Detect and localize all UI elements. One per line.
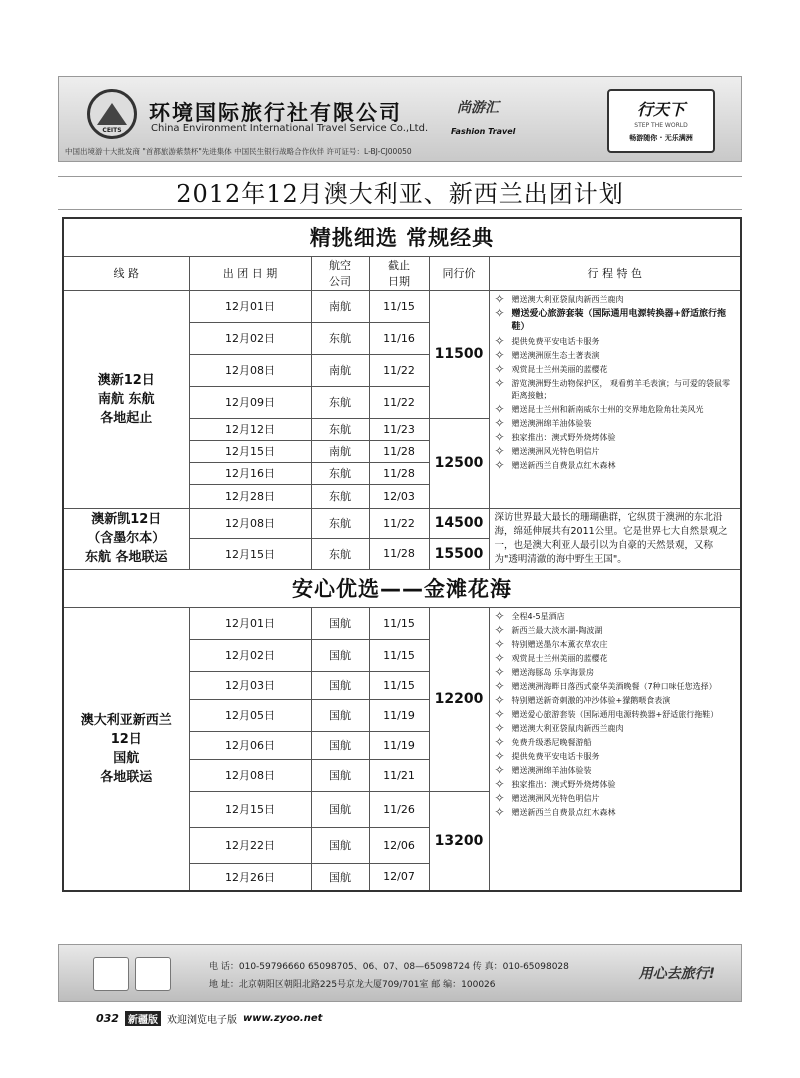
airline: 国航 (311, 607, 369, 639)
departure-date: 12月02日 (189, 639, 311, 671)
deadline: 11/21 (369, 759, 429, 791)
fashion-logo-cn: 尚游汇 (457, 100, 499, 116)
sparkle-icon: ✧ (494, 748, 505, 763)
airline: 东航 (311, 418, 369, 440)
price: 15500 (429, 539, 489, 570)
page-number: 032 (96, 1011, 119, 1025)
feature-item (494, 375, 737, 402)
page-title (58, 176, 742, 210)
site-link[interactable]: www.zyoo.net (242, 1012, 323, 1024)
airline: 东航 (311, 462, 369, 484)
sparkle-icon: ✧ (494, 720, 505, 735)
airline: 东航 (311, 484, 369, 508)
sparkle-icon: ✧ (494, 678, 505, 693)
feature-text: 新西兰最大淡水湖-陶波湖 (511, 625, 603, 635)
column-header: 线 路 (63, 256, 189, 290)
column-header: 截止 日期 (369, 256, 429, 290)
deadline: 12/06 (369, 827, 429, 863)
feature-text: 赠送澳洲海畔日落西式豪华美酒晚餐（7种口味任您选择） (511, 681, 717, 691)
table-row (63, 607, 741, 639)
sparkle-icon: ✧ (494, 457, 505, 472)
column-header: 航空 公司 (311, 256, 369, 290)
price: 14500 (429, 508, 489, 539)
itinerary-features (489, 607, 741, 891)
sparkle-icon: ✧ (494, 429, 505, 444)
sparkle-icon: ✧ (494, 415, 505, 430)
feature-text: 游览澳洲野生动物保护区， 观看剪羊毛表演；与可爱的袋鼠零距离接触； (511, 378, 731, 400)
departure-date: 12月05日 (189, 699, 311, 731)
feature-item (494, 706, 737, 721)
deadline: 11/28 (369, 440, 429, 462)
page-title-text: 2012年12月澳大利亚、新西兰出团计划 (176, 180, 624, 208)
feature-item (494, 361, 737, 376)
sparkle-icon: ✧ (494, 692, 505, 707)
feature-text: 赠送新西兰自费景点红木森林 (511, 460, 616, 470)
sparkle-icon: ✧ (494, 734, 505, 749)
deadline: 11/19 (369, 699, 429, 731)
feature-text: 特别赠送新奇刺激的冲沙体验+獴鹅喂食表演 (511, 695, 671, 705)
price: 12200 (429, 607, 489, 791)
footer-phone: 电 话：010-59796660 65098705、06、07、08—65098724 传 真：010-65098028 (209, 962, 569, 972)
departure-date: 12月15日 (189, 791, 311, 827)
feature-item (494, 622, 737, 637)
feature-text: 赠送昆士兰州和新南威尔士州的交界地危险角壮美风光 (511, 404, 704, 414)
feature-text: 特别赠送墨尔本薰衣草农庄 (511, 639, 608, 649)
feature-text: 独家推出：澳式野外烧烤体验 (511, 779, 616, 789)
departure-date: 12月08日 (189, 508, 311, 539)
edition-badge: 新疆版 (125, 1011, 161, 1026)
feature-text: 赠送海豚岛 乐享海景房 (511, 667, 595, 677)
feature-item (494, 650, 737, 665)
brand-box (607, 89, 715, 153)
partner-logo-icon (135, 957, 171, 991)
section-title: 精挑细选 常规经典 (63, 218, 741, 256)
airline: 东航 (311, 539, 369, 570)
route-description: 深访世界最大最长的珊瑚礁群，它纵贯于澳洲的东北沿海，绵延伸展共有2011公里。它是世界七大自然景观之一，也是澳大利亚人最引以为自豪的天然景观，又称为"透明清澈的海中野生王国"。 (489, 508, 741, 569)
deadline: 11/15 (369, 639, 429, 671)
sparkle-icon: ✧ (494, 650, 505, 665)
table-row (63, 508, 741, 539)
feature-item (494, 443, 737, 458)
airline: 南航 (311, 290, 369, 322)
table-row (63, 290, 741, 322)
departure-date: 12月03日 (189, 671, 311, 699)
airline: 国航 (311, 699, 369, 731)
route-name: 澳新12日 南航 东航 各地起止 (63, 290, 189, 508)
feature-item (494, 415, 737, 430)
feature-item (494, 305, 737, 334)
departure-date: 12月06日 (189, 731, 311, 759)
departure-date: 12月01日 (189, 607, 311, 639)
fashion-logo-en: Fashion Travel (451, 127, 516, 136)
airline: 国航 (311, 731, 369, 759)
footer-slogan: 用心去旅行! (638, 966, 715, 982)
ceits-logo-icon (87, 89, 137, 139)
deadline: 11/28 (369, 539, 429, 570)
brand-slogan: 畅游随你 · 无乐满洲 (629, 134, 693, 142)
airline: 东航 (311, 508, 369, 539)
feature-text: 赠送澳洲风光特色明信片 (511, 446, 600, 456)
feature-item (494, 776, 737, 791)
deadline: 12/03 (369, 484, 429, 508)
departure-date: 12月09日 (189, 386, 311, 418)
page-bar (96, 1010, 322, 1026)
company-tagline: 中国出境游十大批发商 "首都旅游紫禁杯"先进集体 中国民生银行战略合作伙伴 许可证号：L-BJ-CJ00050 (65, 147, 412, 156)
feature-item (494, 692, 737, 707)
airline: 东航 (311, 322, 369, 354)
price: 11500 (429, 290, 489, 418)
sparkle-icon: ✧ (494, 664, 505, 679)
feature-item (494, 429, 737, 444)
tour-schedule-table (62, 217, 742, 892)
visit-text: 欢迎浏览电子版 (166, 1014, 237, 1026)
feature-item (494, 762, 737, 777)
feature-text: 免费升级悉尼晚餐游船 (511, 737, 592, 747)
sparkle-icon: ✧ (494, 291, 505, 306)
airline: 国航 (311, 863, 369, 891)
departure-date: 12月02日 (189, 322, 311, 354)
route-name: 澳大利亚新西兰 12日 国航 各地联运 (63, 607, 189, 891)
departure-date: 12月22日 (189, 827, 311, 863)
feature-text: 观赏昆士兰州美丽的蓝樱花 (511, 653, 608, 663)
feature-item (494, 347, 737, 362)
feature-text: 赠送澳洲绵羊油体验装 (511, 418, 592, 428)
company-name-cn: 环境国际旅行社有限公司 (149, 101, 402, 125)
deadline: 11/23 (369, 418, 429, 440)
departure-date: 12月28日 (189, 484, 311, 508)
airline: 国航 (311, 671, 369, 699)
feature-text: 赠送澳大利亚袋鼠肉新西兰鹿肉 (511, 723, 624, 733)
feature-text: 赠送澳洲风光特色明信片 (511, 793, 600, 803)
departure-date: 12月08日 (189, 759, 311, 791)
feature-item (494, 608, 737, 623)
deadline: 11/16 (369, 322, 429, 354)
feature-text: 赠送澳洲绵羊油体验装 (511, 765, 592, 775)
feature-text: 独家推出：澳式野外烧烤体验 (511, 432, 616, 442)
sparkle-icon: ✧ (494, 776, 505, 791)
sparkle-icon: ✧ (494, 804, 505, 819)
sparkle-icon: ✧ (494, 375, 505, 390)
feature-text: 观赏昆士兰州美丽的蓝樱花 (511, 364, 608, 374)
feature-item (494, 804, 737, 819)
deadline: 11/28 (369, 462, 429, 484)
feature-item (494, 748, 737, 763)
deadline: 11/15 (369, 290, 429, 322)
departure-date: 12月16日 (189, 462, 311, 484)
deadline: 12/07 (369, 863, 429, 891)
itinerary-features (489, 290, 741, 508)
sparkle-icon: ✧ (494, 361, 505, 376)
departure-date: 12月01日 (189, 290, 311, 322)
feature-text: 赠送澳大利亚袋鼠肉新西兰鹿肉 (511, 294, 624, 304)
footer (58, 944, 742, 1002)
feature-item (494, 790, 737, 805)
airline: 国航 (311, 827, 369, 863)
sparkle-icon: ✧ (494, 347, 505, 362)
feature-text: 全程4-5星酒店 (511, 611, 565, 621)
sparkle-icon: ✧ (494, 636, 505, 651)
company-name-en: China Environment International Travel Service Co.,Ltd. (151, 123, 429, 134)
airline: 国航 (311, 791, 369, 827)
airline: 国航 (311, 759, 369, 791)
sparkle-icon: ✧ (494, 333, 505, 348)
sparkle-icon: ✧ (494, 790, 505, 805)
feature-text: 提供免费平安电话卡服务 (511, 751, 600, 761)
feature-item (494, 720, 737, 735)
price: 12500 (429, 418, 489, 508)
feature-item (494, 664, 737, 679)
column-header: 同行价 (429, 256, 489, 290)
airline: 南航 (311, 354, 369, 386)
price: 13200 (429, 791, 489, 891)
departure-date: 12月08日 (189, 354, 311, 386)
feature-text: 赠送新西兰自费景点红木森林 (511, 807, 616, 817)
feature-text: 赠送爱心旅游套装（国际通用电源转换器+舒适旅行拖鞋） (511, 308, 727, 332)
feature-item (494, 457, 737, 472)
airline: 南航 (311, 440, 369, 462)
feature-item (494, 291, 737, 306)
feature-item (494, 333, 737, 348)
feature-item (494, 734, 737, 749)
deadline: 11/22 (369, 508, 429, 539)
sparkle-icon: ✧ (494, 706, 505, 721)
departure-date: 12月15日 (189, 539, 311, 570)
deadline: 11/15 (369, 671, 429, 699)
departure-date: 12月26日 (189, 863, 311, 891)
fashion-travel-logo (451, 97, 525, 143)
departure-date: 12月15日 (189, 440, 311, 462)
brand-main: 行天下 (636, 100, 685, 119)
deadline: 11/15 (369, 607, 429, 639)
departure-date: 12月12日 (189, 418, 311, 440)
airline: 东航 (311, 386, 369, 418)
seal-text: CEITS (102, 127, 122, 134)
feature-text: 提供免费平安电话卡服务 (511, 336, 600, 346)
deadline: 11/22 (369, 354, 429, 386)
footer-address: 地 址：北京朝阳区朝阳北路225号京龙大厦709/701室 邮 编：100026 (209, 980, 496, 990)
sparkle-icon: ✧ (494, 608, 505, 623)
feature-item (494, 636, 737, 651)
feature-text: 赠送爱心旅游套装（国际通用电源转换器+舒适旅行拖鞋） (511, 709, 719, 719)
feature-item (494, 678, 737, 693)
brand-sub: STEP THE WORLD (634, 122, 688, 129)
column-header: 行 程 特 色 (489, 256, 741, 290)
deadline: 11/22 (369, 386, 429, 418)
feature-text: 赠送澳洲原生态土著表演 (511, 350, 600, 360)
airline: 国航 (311, 639, 369, 671)
header-banner (58, 76, 742, 162)
column-header: 出 团 日 期 (189, 256, 311, 290)
feature-item (494, 401, 737, 416)
route-name: 澳新凯12日 （含墨尔本） 东航 各地联运 (63, 508, 189, 569)
sparkle-icon: ✧ (494, 443, 505, 458)
sparkle-icon: ✧ (494, 305, 505, 320)
section-title: 安心优选——金滩花海 (63, 569, 741, 607)
deadline: 11/26 (369, 791, 429, 827)
sparkle-icon: ✧ (494, 401, 505, 416)
sparkle-icon: ✧ (494, 622, 505, 637)
footer-logos (93, 957, 173, 991)
fashion-logo-icon (93, 957, 129, 991)
sparkle-icon: ✧ (494, 762, 505, 777)
deadline: 11/19 (369, 731, 429, 759)
